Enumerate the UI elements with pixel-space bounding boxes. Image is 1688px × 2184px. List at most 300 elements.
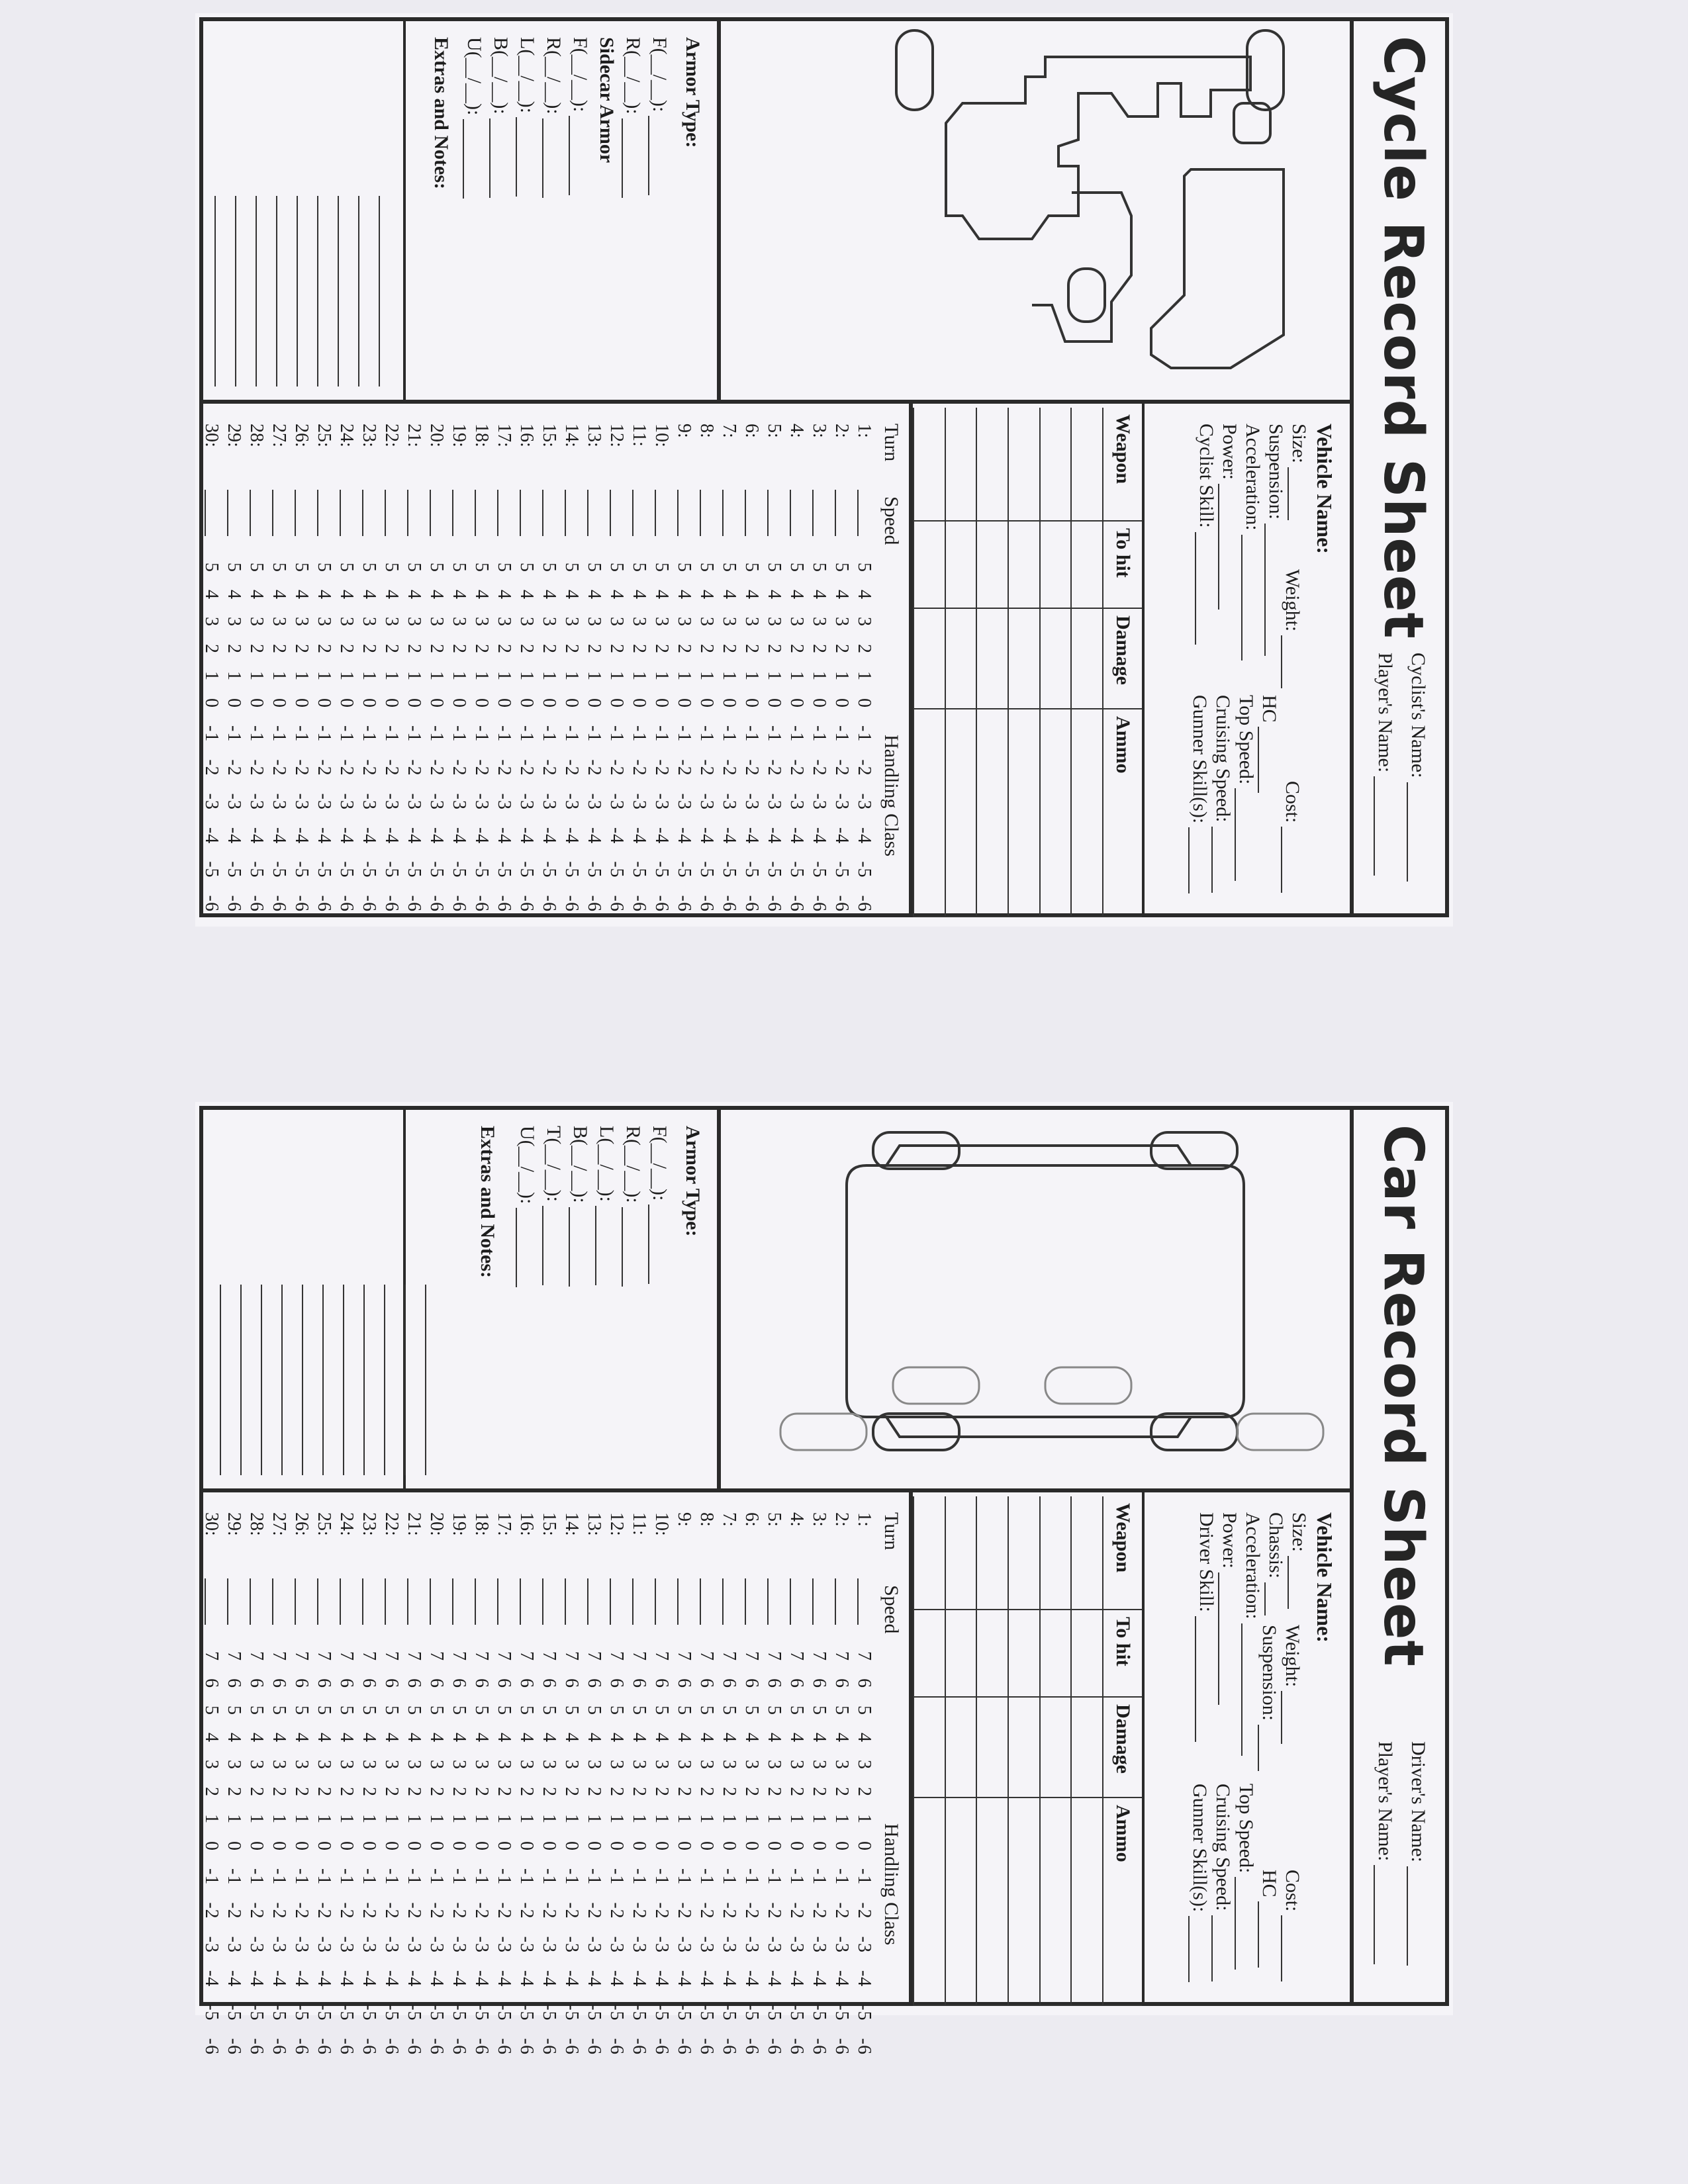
handling-class-scale[interactable]: 5 4 3 2 1 0 -1 -2 -3 -4 -5 -6 <box>516 563 537 912</box>
turn-row[interactable] <box>604 424 627 913</box>
speed-blank[interactable] <box>497 490 498 536</box>
speed-label: Speed <box>880 1585 902 1634</box>
turn-row[interactable] <box>784 1512 807 2055</box>
turn-track <box>199 404 909 917</box>
handling-class-scale[interactable]: 5 4 3 2 1 0 -1 -2 -3 -4 -5 -6 <box>314 563 334 912</box>
speed-blank[interactable] <box>587 1578 588 1625</box>
turn-row[interactable] <box>806 1512 829 2055</box>
handling-class-scale[interactable]: 5 4 3 2 1 0 -1 -2 -3 -4 -5 -6 <box>584 563 604 912</box>
turn-row[interactable] <box>514 1512 537 2055</box>
turn-number: 27: <box>269 424 289 447</box>
armor-front[interactable]: F(__/__): <box>648 1126 671 1284</box>
speed-blank[interactable] <box>857 490 859 536</box>
turn-number: 1: <box>854 1512 874 1527</box>
sidecar-armor-left[interactable]: L(__/__): <box>516 37 538 197</box>
handling-class-scale[interactable]: 5 4 3 2 1 0 -1 -2 -3 -4 -5 -6 <box>494 563 514 912</box>
vehicle-diagram <box>717 1106 1350 1488</box>
sheet-title: Cycle Record Sheet <box>1372 36 1434 639</box>
handling-class-scale[interactable]: 5 4 3 2 1 0 -1 -2 -3 -4 -5 -6 <box>764 563 784 912</box>
handling-class-scale[interactable]: 7 6 5 4 3 2 1 0 -1 -2 -3 -4 -5 -6 <box>471 1651 492 2055</box>
speed-blank[interactable] <box>452 490 453 536</box>
vehicle-diagram <box>717 17 1350 400</box>
turn-number: 29: <box>224 424 244 447</box>
turn-number: 18: <box>471 424 492 447</box>
speed-blank[interactable] <box>317 1578 318 1625</box>
turn-number: 17: <box>494 424 514 447</box>
turn-row[interactable] <box>266 424 289 913</box>
speed-blank[interactable] <box>205 490 206 536</box>
turn-number: 9: <box>674 1512 694 1527</box>
cyclist-name-field[interactable] <box>1407 653 1429 882</box>
turn-row[interactable] <box>446 424 469 913</box>
handling-class-scale[interactable]: 5 4 3 2 1 0 -1 -2 -3 -4 -5 -6 <box>426 563 447 912</box>
turn-number: 23: <box>359 424 379 447</box>
speed-blank[interactable] <box>587 490 588 536</box>
player-name-field[interactable] <box>1374 1741 1396 1964</box>
handling-class-scale[interactable]: 5 4 3 2 1 0 -1 -2 -3 -4 -5 -6 <box>224 563 244 912</box>
turn-number: 3: <box>809 1512 829 1527</box>
sidecar-armor-back[interactable]: B(__/__): <box>489 37 512 198</box>
handling-class-scale[interactable]: 7 6 5 4 3 2 1 0 -1 -2 -3 -4 -5 -6 <box>314 1651 334 2055</box>
handling-class-scale[interactable]: 5 4 3 2 1 0 -1 -2 -3 -4 -5 -6 <box>674 563 694 912</box>
handling-class-scale[interactable]: 5 4 3 2 1 0 -1 -2 -3 -4 -5 -6 <box>471 563 492 912</box>
turn-row[interactable] <box>694 424 717 913</box>
armor-rear[interactable]: R(__/__): <box>622 37 644 198</box>
turn-row[interactable] <box>401 1512 424 2055</box>
handling-class-scale[interactable]: 5 4 3 2 1 0 -1 -2 -3 -4 -5 -6 <box>809 563 829 912</box>
turn-row[interactable] <box>334 1512 357 2055</box>
turn-number: 23: <box>359 1512 379 1536</box>
turn-row[interactable] <box>401 424 424 913</box>
extras-notes-label: Extras and Notes: <box>477 1126 498 1278</box>
speed-blank[interactable] <box>250 1578 251 1625</box>
handling-class-scale[interactable]: 7 6 5 4 3 2 1 0 -1 -2 -3 -4 -5 -6 <box>741 1651 762 2055</box>
turn-number: 3: <box>809 424 829 438</box>
turn-number: 12: <box>606 424 627 447</box>
speed-blank[interactable] <box>295 490 296 536</box>
handling-class-scale[interactable]: 5 4 3 2 1 0 -1 -2 -3 -4 -5 -6 <box>606 563 627 912</box>
speed-blank[interactable] <box>767 1578 769 1625</box>
handling-class-scale[interactable]: 5 4 3 2 1 0 -1 -2 -3 -4 -5 -6 <box>696 563 717 912</box>
speed-blank[interactable] <box>340 1578 341 1625</box>
gunner-skill-field[interactable]: Gunner Skill(s): <box>1188 695 1211 893</box>
speed-blank[interactable] <box>475 1578 476 1625</box>
handling-class-scale[interactable]: 7 6 5 4 3 2 1 0 -1 -2 -3 -4 -5 -6 <box>269 1651 289 2055</box>
turn-row[interactable] <box>356 424 379 913</box>
turn-number: 15: <box>539 424 559 447</box>
speed-blank[interactable] <box>385 490 386 536</box>
speed-blank[interactable] <box>565 1578 566 1625</box>
turn-row[interactable] <box>266 1512 289 2055</box>
handling-class-scale[interactable]: 7 6 5 4 3 2 1 0 -1 -2 -3 -4 -5 -6 <box>786 1651 807 2055</box>
turn-number: 13: <box>584 1512 604 1536</box>
turn-row[interactable] <box>356 1512 379 2055</box>
speed-blank[interactable] <box>722 1578 724 1625</box>
turn-number: 22: <box>381 424 402 447</box>
handling-class-label: Handling Class <box>880 735 902 857</box>
speed-blank[interactable] <box>790 1578 791 1625</box>
turn-row[interactable] <box>536 424 559 913</box>
turn-number: 5: <box>764 1512 784 1527</box>
turn-row[interactable] <box>671 1512 694 2055</box>
turn-number: 18: <box>471 1512 492 1536</box>
turn-number: 20: <box>426 1512 447 1536</box>
handling-class-scale[interactable]: 7 6 5 4 3 2 1 0 -1 -2 -3 -4 -5 -6 <box>359 1651 379 2055</box>
turn-number: 6: <box>741 424 762 438</box>
weight-field[interactable]: Weight: <box>1281 1625 1303 1744</box>
armor-left[interactable]: L(__/__): <box>595 1126 618 1285</box>
turn-row[interactable] <box>784 424 807 913</box>
turn-row[interactable] <box>289 424 312 913</box>
armor-front[interactable]: F(__/__): <box>648 37 671 195</box>
cruising-speed-field[interactable]: Cruising Speed: <box>1211 695 1234 893</box>
turn-number: 15: <box>539 1512 559 1536</box>
handling-class-scale[interactable]: 5 4 3 2 1 0 -1 -2 -3 -4 -5 -6 <box>719 563 739 912</box>
sheet-title: Car Record Sheet <box>1372 1124 1434 1667</box>
speed-blank[interactable] <box>812 1578 814 1625</box>
handling-class-scale[interactable]: 7 6 5 4 3 2 1 0 -1 -2 -3 -4 -5 -6 <box>674 1651 694 2055</box>
turn-row[interactable] <box>199 424 222 913</box>
acceleration-field[interactable]: Acceleration: <box>1241 1512 1264 1756</box>
armor-section <box>403 1106 717 1488</box>
handling-class-scale[interactable]: 5 4 3 2 1 0 -1 -2 -3 -4 -5 -6 <box>629 563 649 912</box>
speed-blank[interactable] <box>362 490 363 536</box>
turn-number: 21: <box>404 424 424 447</box>
weapons-table-section <box>909 404 1145 917</box>
speed-blank[interactable] <box>835 1578 836 1625</box>
turn-number: 25: <box>314 424 334 447</box>
suspension-field[interactable]: Suspension: <box>1258 1625 1280 1771</box>
handling-class-scale[interactable]: 5 4 3 2 1 0 -1 -2 -3 -4 -5 -6 <box>831 563 852 912</box>
speed-blank[interactable] <box>227 490 228 536</box>
extras-notes-label: Extras and Notes: <box>430 37 452 189</box>
speed-blank[interactable] <box>767 490 769 536</box>
speed-blank[interactable] <box>340 490 341 536</box>
handling-class-scale[interactable]: 7 6 5 4 3 2 1 0 -1 -2 -3 -4 -5 -6 <box>224 1651 244 2055</box>
car-diagram-icon <box>721 1106 1350 1488</box>
handling-class-scale[interactable]: 7 6 5 4 3 2 1 0 -1 -2 -3 -4 -5 -6 <box>426 1651 447 2055</box>
cost-field[interactable]: Cost: <box>1281 1870 1303 1981</box>
turn-row[interactable] <box>716 424 739 913</box>
turn-row[interactable] <box>671 424 694 913</box>
speed-blank[interactable] <box>430 1578 431 1625</box>
turn-row[interactable] <box>424 424 447 913</box>
cycle-diagram-icon <box>721 17 1350 400</box>
turn-row[interactable] <box>446 1512 469 2055</box>
handling-class-scale[interactable]: 7 6 5 4 3 2 1 0 -1 -2 -3 -4 -5 -6 <box>561 1651 582 2055</box>
vehicle-stats <box>1145 404 1350 917</box>
sidecar-armor-under[interactable]: U(__/__): <box>463 37 485 199</box>
turn-label: Turn <box>880 1512 902 1551</box>
car-record-sheet <box>195 1102 1453 2055</box>
turn-row[interactable] <box>829 1512 852 2055</box>
weapons-table[interactable] <box>913 408 1142 917</box>
sidecar-armor-front[interactable]: F(__/__): <box>569 37 591 195</box>
speed-blank[interactable] <box>857 1578 859 1625</box>
size-field[interactable]: Size: <box>1288 424 1310 520</box>
handling-class-scale[interactable]: 7 6 5 4 3 2 1 0 -1 -2 -3 -4 -5 -6 <box>719 1651 739 2055</box>
speed-blank[interactable] <box>407 1578 408 1625</box>
turn-row[interactable] <box>536 1512 559 2055</box>
speed-blank[interactable] <box>497 1578 498 1625</box>
handling-class-scale[interactable]: 7 6 5 4 3 2 1 0 -1 -2 -3 -4 -5 -6 <box>381 1651 402 2055</box>
title-band <box>1350 17 1449 917</box>
handling-class-scale[interactable]: 7 6 5 4 3 2 1 0 -1 -2 -3 -4 -5 -6 <box>696 1651 717 2055</box>
speed-blank[interactable] <box>272 490 273 536</box>
turn-row[interactable] <box>626 424 649 913</box>
turn-row[interactable] <box>559 1512 582 2055</box>
cruising-speed-field[interactable]: Cruising Speed: <box>1211 1784 1234 1981</box>
handling-class-scale[interactable]: 7 6 5 4 3 2 1 0 -1 -2 -3 -4 -5 -6 <box>809 1651 829 2055</box>
speed-blank[interactable] <box>250 490 251 536</box>
turn-number: 11: <box>629 424 649 447</box>
turn-label: Turn <box>880 424 902 462</box>
weapons-table[interactable] <box>913 1496 1142 2006</box>
col-damage: Damage <box>1103 1697 1142 1797</box>
turn-number: 7: <box>719 1512 739 1527</box>
turn-row[interactable] <box>311 1512 334 2055</box>
top-speed-field[interactable]: Top Speed: <box>1235 1784 1257 1970</box>
handling-class-scale[interactable]: 5 4 3 2 1 0 -1 -2 -3 -4 -5 -6 <box>561 563 582 912</box>
turn-row[interactable] <box>581 424 604 913</box>
handling-class-scale[interactable]: 5 4 3 2 1 0 -1 -2 -3 -4 -5 -6 <box>336 563 357 912</box>
turn-row[interactable] <box>761 424 784 913</box>
speed-blank[interactable] <box>295 1578 296 1625</box>
handling-class-scale[interactable]: 5 4 3 2 1 0 -1 -2 -3 -4 -5 -6 <box>246 563 267 912</box>
turn-number: 16: <box>516 424 537 447</box>
handling-class-scale[interactable]: 5 4 3 2 1 0 -1 -2 -3 -4 -5 -6 <box>854 563 874 912</box>
col-to-hit: To hit <box>1103 1610 1142 1697</box>
turn-number: 27: <box>269 1512 289 1536</box>
turn-number: 1: <box>854 424 874 438</box>
turn-number: 14: <box>561 1512 582 1536</box>
turn-row[interactable] <box>649 424 672 913</box>
handling-class-scale[interactable]: 5 4 3 2 1 0 -1 -2 -3 -4 -5 -6 <box>359 563 379 912</box>
handling-class-scale[interactable]: 5 4 3 2 1 0 -1 -2 -3 -4 -5 -6 <box>404 563 424 912</box>
handling-class-scale[interactable]: 7 6 5 4 3 2 1 0 -1 -2 -3 -4 -5 -6 <box>854 1651 874 2055</box>
turn-row[interactable] <box>626 1512 649 2055</box>
handling-class-scale[interactable]: 7 6 5 4 3 2 1 0 -1 -2 -3 -4 -5 -6 <box>246 1651 267 2055</box>
turn-number: 28: <box>246 424 267 447</box>
speed-blank[interactable] <box>610 490 611 536</box>
speed-blank[interactable] <box>542 1578 543 1625</box>
speed-blank[interactable] <box>385 1578 386 1625</box>
acceleration-field[interactable]: Acceleration: <box>1241 424 1264 660</box>
power-field[interactable]: Power: <box>1218 1512 1241 1705</box>
turn-row[interactable] <box>221 424 244 913</box>
notes-lines[interactable] <box>220 1285 445 1475</box>
turn-number: 14: <box>561 424 582 447</box>
handling-class-scale[interactable]: 7 6 5 4 3 2 1 0 -1 -2 -3 -4 -5 -6 <box>291 1651 312 2055</box>
speed-blank[interactable] <box>430 490 431 536</box>
armor-type-label: Armor Type: <box>682 1126 704 1237</box>
speed-blank[interactable] <box>745 1578 746 1625</box>
handling-class-scale[interactable]: 5 4 3 2 1 0 -1 -2 -3 -4 -5 -6 <box>786 563 807 912</box>
turn-row[interactable] <box>379 1512 402 2055</box>
turn-row[interactable] <box>806 424 829 913</box>
handling-class-scale[interactable]: 5 4 3 2 1 0 -1 -2 -3 -4 -5 -6 <box>539 563 559 912</box>
turn-row[interactable] <box>581 1512 604 2055</box>
turn-row[interactable] <box>289 1512 312 2055</box>
turn-row[interactable] <box>739 424 762 913</box>
handling-class-scale[interactable]: 5 4 3 2 1 0 -1 -2 -3 -4 -5 -6 <box>449 563 469 912</box>
speed-blank[interactable] <box>655 490 656 536</box>
turn-number: 30: <box>201 1512 222 1536</box>
speed-blank[interactable] <box>452 1578 453 1625</box>
speed-blank[interactable] <box>790 490 791 536</box>
power-field[interactable]: Power: <box>1218 424 1241 610</box>
speed-blank[interactable] <box>407 490 408 536</box>
speed-blank[interactable] <box>475 490 476 536</box>
turn-number: 19: <box>449 424 469 447</box>
vehicle-stats <box>1145 1492 1350 2006</box>
handling-class-scale[interactable]: 7 6 5 4 3 2 1 0 -1 -2 -3 -4 -5 -6 <box>764 1651 784 2055</box>
speed-blank[interactable] <box>610 1578 611 1625</box>
turn-number: 26: <box>291 1512 312 1536</box>
turn-row[interactable] <box>469 1512 492 2055</box>
speed-blank[interactable] <box>745 490 746 536</box>
handling-class-scale[interactable]: 7 6 5 4 3 2 1 0 -1 -2 -3 -4 -5 -6 <box>651 1651 672 2055</box>
turn-number: 21: <box>404 1512 424 1536</box>
turn-row[interactable] <box>491 1512 514 2055</box>
speed-blank[interactable] <box>565 490 566 536</box>
armor-rear[interactable]: R(__/__): <box>622 1126 644 1287</box>
gunner-skill-field[interactable]: Gunner Skill(s): <box>1188 1784 1211 1982</box>
player-name-label: Player's Name: <box>1374 653 1396 773</box>
turn-number: 28: <box>246 1512 267 1536</box>
title-band <box>1350 1106 1449 2006</box>
turn-number: 17: <box>494 1512 514 1536</box>
handling-class-scale[interactable]: 5 4 3 2 1 0 -1 -2 -3 -4 -5 -6 <box>741 563 762 912</box>
suspension-field[interactable]: Suspension: <box>1264 424 1287 656</box>
sidecar-armor-rear[interactable]: R(__/__): <box>542 37 565 198</box>
speed-blank[interactable] <box>632 490 633 536</box>
turn-row[interactable] <box>739 1512 762 2055</box>
turn-number: 10: <box>651 1512 672 1536</box>
speed-blank[interactable] <box>677 1578 679 1625</box>
hc-field[interactable]: HC <box>1258 695 1280 793</box>
turn-number: 10: <box>651 424 672 447</box>
speed-blank[interactable] <box>227 1578 228 1625</box>
handling-class-scale[interactable]: 7 6 5 4 3 2 1 0 -1 -2 -3 -4 -5 -6 <box>336 1651 357 2055</box>
speed-blank[interactable] <box>542 490 543 536</box>
driver-skill-field[interactable]: Driver Skill: <box>1195 1512 1217 1742</box>
turn-row[interactable] <box>694 1512 717 2055</box>
notes-lines[interactable] <box>214 196 399 387</box>
turn-row[interactable] <box>424 1512 447 2055</box>
turn-row[interactable] <box>491 424 514 913</box>
turn-row[interactable] <box>649 1512 672 2055</box>
turn-row[interactable] <box>851 424 874 913</box>
player-name-field[interactable] <box>1374 653 1396 876</box>
handling-class-scale[interactable]: 7 6 5 4 3 2 1 0 -1 -2 -3 -4 -5 -6 <box>606 1651 627 2055</box>
armor-section <box>403 17 717 400</box>
handling-class-scale[interactable]: 7 6 5 4 3 2 1 0 -1 -2 -3 -4 -5 -6 <box>831 1651 852 2055</box>
speed-blank[interactable] <box>362 1578 363 1625</box>
speed-blank[interactable] <box>520 1578 521 1625</box>
speed-blank[interactable] <box>722 490 724 536</box>
turn-row[interactable] <box>244 1512 267 2055</box>
sidecar-armor-label: Sidecar Armor <box>596 37 618 163</box>
hc-field[interactable]: HC <box>1258 1870 1280 1968</box>
turn-number: 5: <box>764 424 784 438</box>
speed-blank[interactable] <box>272 1578 273 1625</box>
handling-class-scale[interactable]: 5 4 3 2 1 0 -1 -2 -3 -4 -5 -6 <box>651 563 672 912</box>
size-field[interactable]: Size: <box>1288 1512 1310 1609</box>
handling-class-scale[interactable]: 7 6 5 4 3 2 1 0 -1 -2 -3 -4 -5 -6 <box>539 1651 559 2055</box>
handling-class-scale[interactable]: 7 6 5 4 3 2 1 0 -1 -2 -3 -4 -5 -6 <box>404 1651 424 2055</box>
turn-row[interactable] <box>716 1512 739 2055</box>
handling-class-scale[interactable]: 5 4 3 2 1 0 -1 -2 -3 -4 -5 -6 <box>269 563 289 912</box>
turn-number: 2: <box>831 1512 852 1527</box>
speed-blank[interactable] <box>205 1578 206 1625</box>
cost-field[interactable]: Cost: <box>1281 781 1303 893</box>
handling-class-scale[interactable]: 7 6 5 4 3 2 1 0 -1 -2 -3 -4 -5 -6 <box>629 1651 649 2055</box>
driver-name-label: Driver's Name: <box>1407 1741 1429 1862</box>
turn-row[interactable] <box>199 1512 222 2055</box>
turn-row[interactable] <box>244 424 267 913</box>
handling-class-scale[interactable]: 7 6 5 4 3 2 1 0 -1 -2 -3 -4 -5 -6 <box>201 1651 222 2055</box>
speed-blank[interactable] <box>632 1578 633 1625</box>
turn-row[interactable] <box>311 424 334 913</box>
speed-blank[interactable] <box>700 490 701 536</box>
handling-class-scale[interactable]: 7 6 5 4 3 2 1 0 -1 -2 -3 -4 -5 -6 <box>449 1651 469 2055</box>
turn-row[interactable] <box>761 1512 784 2055</box>
armor-under[interactable]: U(__/__): <box>516 1126 538 1287</box>
handling-class-scale[interactable]: 7 6 5 4 3 2 1 0 -1 -2 -3 -4 -5 -6 <box>584 1651 604 2055</box>
weight-field[interactable]: Weight: <box>1281 569 1303 688</box>
speed-blank[interactable] <box>520 490 521 536</box>
driver-name-field[interactable] <box>1407 1741 1429 1966</box>
col-weapon: Weapon <box>1103 408 1142 521</box>
handling-class-scale[interactable]: 5 4 3 2 1 0 -1 -2 -3 -4 -5 -6 <box>381 563 402 912</box>
speed-blank[interactable] <box>700 1578 701 1625</box>
turn-row[interactable] <box>829 424 852 913</box>
speed-blank[interactable] <box>317 490 318 536</box>
col-damage: Damage <box>1103 608 1142 709</box>
speed-blank[interactable] <box>812 490 814 536</box>
turn-number: 16: <box>516 1512 537 1536</box>
cyclist-skill-field[interactable]: Cyclist Skill: <box>1195 424 1217 645</box>
handling-class-scale[interactable]: 5 4 3 2 1 0 -1 -2 -3 -4 -5 -6 <box>201 563 222 912</box>
left-column <box>199 17 1350 404</box>
turn-row[interactable] <box>221 1512 244 2055</box>
chassis-field[interactable]: Chassis: <box>1264 1512 1287 1615</box>
turn-row[interactable] <box>514 424 537 913</box>
turn-row[interactable] <box>379 424 402 913</box>
turn-row[interactable] <box>334 424 357 913</box>
turn-row[interactable] <box>469 424 492 913</box>
handling-class-scale[interactable]: 7 6 5 4 3 2 1 0 -1 -2 -3 -4 -5 -6 <box>516 1651 537 2055</box>
speed-blank[interactable] <box>655 1578 656 1625</box>
speed-label: Speed <box>880 496 902 545</box>
turn-row[interactable] <box>559 424 582 913</box>
turn-number: 6: <box>741 1512 762 1527</box>
armor-top[interactable]: T(__/__): <box>542 1126 565 1285</box>
handling-class-scale[interactable]: 7 6 5 4 3 2 1 0 -1 -2 -3 -4 -5 -6 <box>494 1651 514 2055</box>
speed-blank[interactable] <box>677 490 679 536</box>
vehicle-name-label: Vehicle Name: <box>1313 424 1336 554</box>
turn-number: 19: <box>449 1512 469 1536</box>
top-speed-field[interactable]: Top Speed: <box>1235 695 1257 881</box>
armor-back[interactable]: B(__/__): <box>569 1126 591 1287</box>
speed-blank[interactable] <box>835 490 836 536</box>
turn-row[interactable] <box>851 1512 874 2055</box>
handling-class-scale[interactable]: 5 4 3 2 1 0 -1 -2 -3 -4 -5 -6 <box>291 563 312 912</box>
turn-row[interactable] <box>604 1512 627 2055</box>
player-name-label: Player's Name: <box>1374 1741 1396 1862</box>
col-ammo: Ammo <box>1103 1797 1142 2005</box>
